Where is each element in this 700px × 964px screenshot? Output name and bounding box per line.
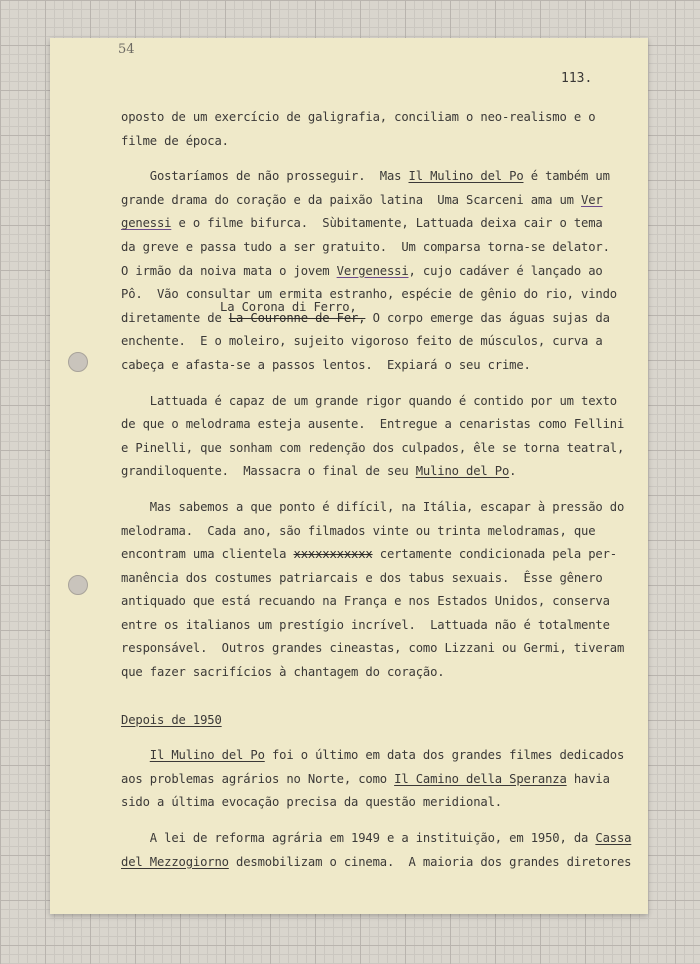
text-line: oposto de um exercício de galigrafia, conciliam o neo-realismo e o (121, 110, 596, 124)
text-line: Mas sabemos a que ponto é difícil, na Itália, escapar à pressão do (121, 499, 625, 514)
film-title: Mulino del Po (415, 464, 510, 479)
institution-name: Cassa (595, 831, 632, 846)
text-line: responsável. Outros grandes cineastas, como Lizzani ou Germi, tiveram (121, 641, 625, 656)
punch-hole (68, 352, 88, 372)
text-line: da greve e passa tudo a ser gratuito. Um comparsa torna-se delator. (121, 239, 610, 254)
text-line: grande drama do coração e da paixão latina Uma Scarceni ama um Ver (121, 192, 603, 207)
text-line: Il Mulino del Po foi o último em data dos grandes filmes dedicados (149, 748, 625, 763)
text-line: A lei de reforma agrária em 1949 e a instituição, em 1950, da Cassa (121, 831, 632, 846)
text-line: Lattuada é capaz de um grande rigor quando é contido por um texto (121, 393, 617, 408)
text-line: entre os italianos um prestígio incrível. Lattuada não é totalmente (121, 617, 610, 632)
text-line: grandiloquente. Massacra o final de seu Mulino del Po. (121, 464, 517, 479)
film-title: Il Mulino del Po (408, 169, 524, 184)
text-line: aos problemas agrários no Norte, como Il Camino della Speranza havia (121, 771, 610, 786)
text-line: Gostaríamos de não prosseguir. Mas Il Mulino del Po é também um (121, 169, 610, 184)
text-line: diretamente de La Couronne de Fer, O corpo emerge das águas sujas da (121, 310, 610, 325)
text-line: enchente. E o moleiro, sujeito vigoroso feito de músculos, curva a (121, 334, 603, 349)
film-title: Il Camino della Speranza (394, 771, 567, 786)
struck-text: La Couronne de Fer, (228, 310, 366, 325)
page-number: 113. (561, 71, 593, 86)
name-underlined: Ver (581, 192, 603, 207)
struck-text: xxxxxxxxxxx (293, 547, 373, 562)
punch-hole (68, 575, 88, 595)
text-line: filme de época. (121, 133, 229, 148)
institution-name: del Mezzogiorno (121, 854, 229, 869)
document-body (121, 106, 632, 874)
name-underlined: Vergenessi (336, 263, 409, 278)
text-line: manência dos costumes patriarcais e dos tabus sexuais. Êsse gênero (121, 570, 603, 585)
film-title: Il Mulino del Po (149, 748, 265, 763)
text-line: e Pinelli, que sonham com redenção dos culpados, êle se torna teatral, (121, 440, 625, 455)
text-line: Pô. Vão consultar um ermita estranho, espécie de gênio do rio, vindo (121, 287, 617, 302)
text-line: del Mezzogiorno desmobilizam o cinema. A maioria dos grandes diretores (121, 854, 632, 869)
text-line: antiquado que está recuando na França e nos Estados Unidos, conserva (121, 594, 610, 609)
text-line: O irmão da noiva mata o jovem Vergenessi, cujo cadáver é lançado ao (121, 263, 603, 278)
section-heading: Depois de 1950 (121, 712, 222, 727)
text-line: genessi e o filme bifurca. Sùbitamente, Lattuada deixa cair o tema (121, 216, 603, 231)
text-line: sido a última evocação precisa da questão meridional. (121, 795, 502, 810)
handwritten-page-number: 54 (118, 42, 135, 57)
text-line: cabeça e afasta-se a passos lentos. Expiará o seu crime. (121, 357, 531, 372)
handwritten-insertion: La Corona di Ferro, (220, 300, 357, 314)
text-line: que fazer sacrifícios à chantagem do coração. (121, 665, 445, 680)
text-line: encontram uma clientela xxxxxxxxxxx certamente condicionada pela per- (121, 547, 617, 562)
text-line: de que o melodrama esteja ausente. Entregue a cenaristas como Fellini (121, 417, 625, 432)
text-line: melodrama. Cada ano, são filmados vinte ou trinta melodramas, que (121, 523, 596, 538)
name-underlined: genessi (121, 216, 172, 231)
